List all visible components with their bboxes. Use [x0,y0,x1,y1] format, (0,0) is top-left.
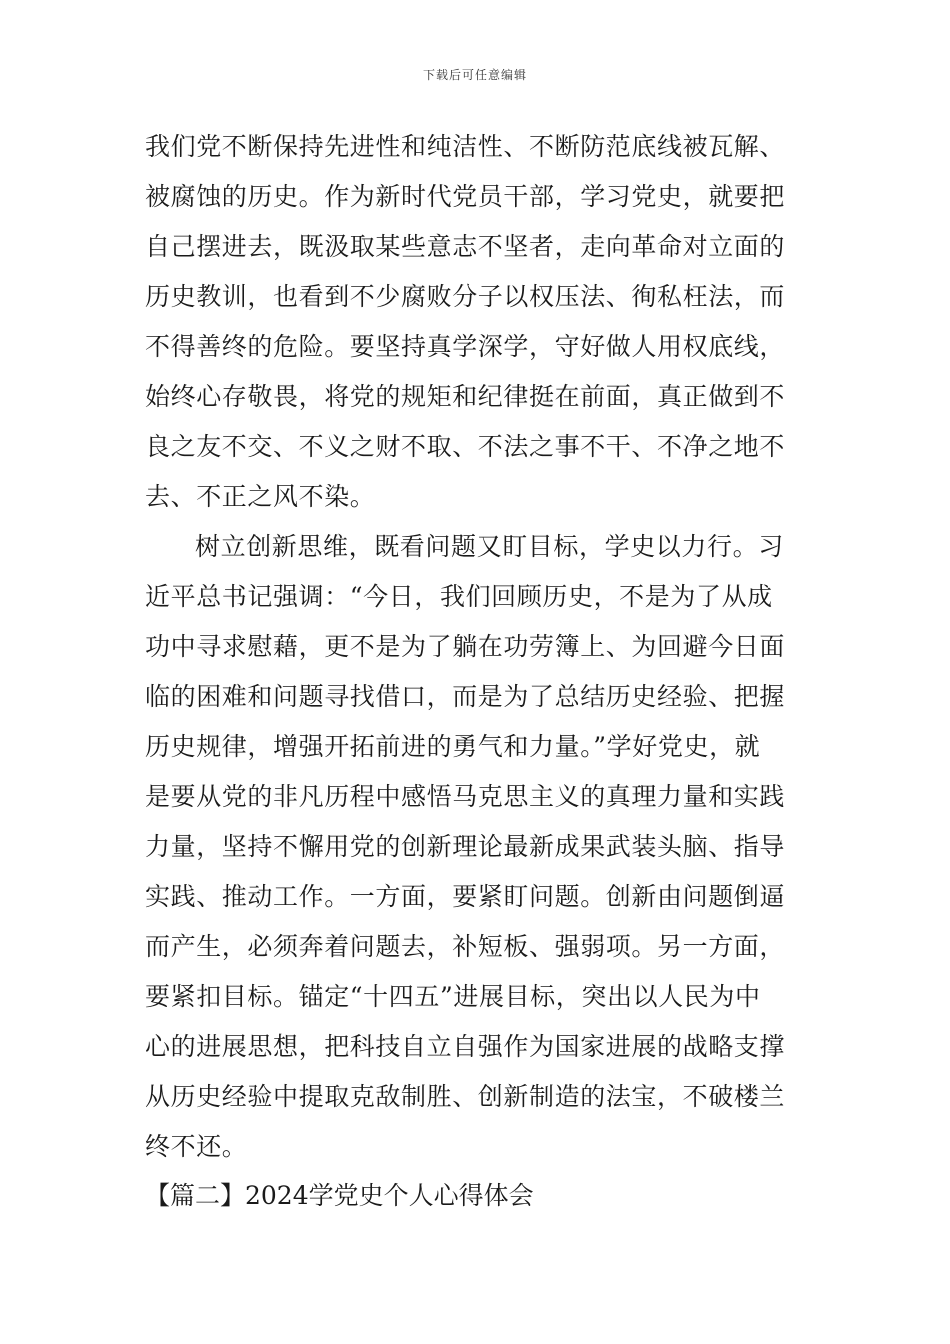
paragraph-line: 自己摆进去，既汲取某些意志不坚者，走向革命对立面的 [145,232,786,261]
paragraph-line: 心的进展思想，把科技自立自强作为国家进展的战略支撑 [145,1032,786,1061]
paragraph-line: 临的困难和问题寻找借口，而是为了总结历史经验、把握 [145,682,786,711]
paragraph-line: 实践、推动工作。一方面，要紧盯问题。创新由问题倒逼 [145,882,786,911]
paragraph-line: 力量，坚持不懈用党的创新理论最新成果武装头脑、指导 [145,832,786,861]
paragraph-line: 良之友不交、不义之财不取、不法之事不干、不净之地不 [145,432,786,461]
paragraph-line: 终不还。 [145,1132,248,1161]
paragraph-2 [145,522,809,1172]
paragraph-line: 始终心存敬畏，将党的规矩和纪律挺在前面，真正做到不 [145,382,786,411]
section-heading: 【篇二】2024学党史个人心得体会 [145,1181,534,1210]
paragraph-line: 是要从党的非凡历程中感悟马克思主义的真理力量和实践 [145,782,786,811]
document-body [145,122,809,1172]
paragraph-line: 而产生，必须奔着问题去，补短板、强弱项。另一方面， [145,932,786,961]
page-header: 下载后可任意编辑 [422,68,527,82]
paragraph-line: 去、不正之风不染。 [145,482,376,511]
paragraph-line: 功中寻求慰藉，更不是为了躺在功劳簿上、为回避今日面 [145,632,786,661]
paragraph-line: 要紧扣目标。锚定“十四五”进展目标，突出以人民为中 [145,982,761,1011]
paragraph-line: 不得善终的危险。要坚持真学深学，守好做人用权底线， [145,332,786,361]
paragraph-line: 历史教训，也看到不少腐败分子以权压法、徇私枉法，而 [145,282,786,311]
paragraph-line: 被腐蚀的历史。作为新时代党员干部，学习党史，就要把 [145,182,786,211]
paragraph-line: 近平总书记强调：“今日，我们回顾历史，不是为了从成 [145,582,773,611]
paragraph-line: 历史规律，增强开拓前进的勇气和力量。”学好党史，就 [145,732,761,761]
paragraph-1 [145,122,809,522]
paragraph-line: 从历史经验中提取克敌制胜、创新制造的法宝，不破楼兰 [145,1082,786,1111]
paragraph-line: 树立创新思维，既看问题又盯目标，学史以力行。习 [195,532,784,561]
paragraph-line: 我们党不断保持先进性和纯洁性、不断防范底线被瓦解、 [145,132,786,161]
